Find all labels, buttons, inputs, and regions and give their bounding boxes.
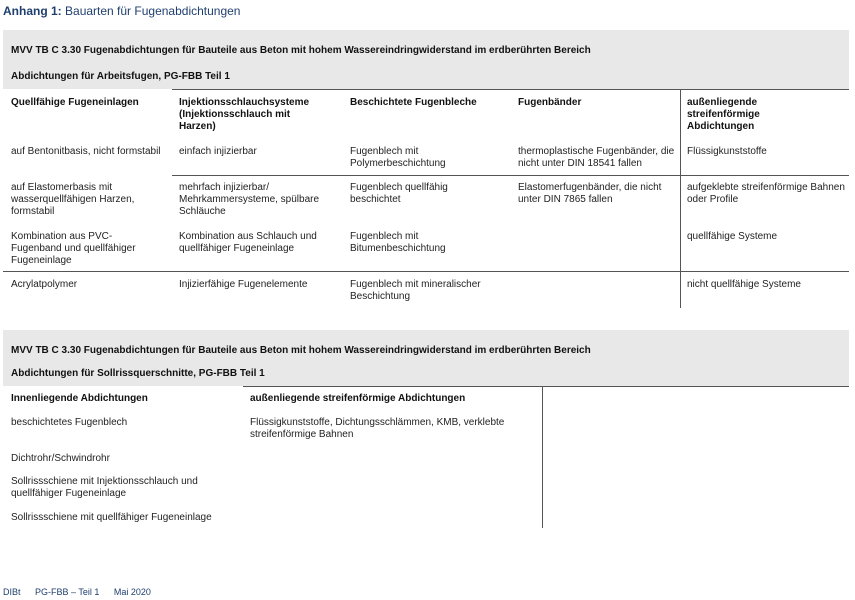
title-prefix: Anhang 1:: [3, 4, 62, 18]
table2-col-header: außenliegende streifenförmige Abdichtungen: [250, 393, 466, 404]
table1-subheading: Abdichtungen für Arbeitsfugen, PG-FBB Teil 1: [11, 71, 230, 82]
table2-cell: Sollrissschiene mit Injektionsschlauch und quellfähiger Fugeneinlage: [11, 476, 198, 499]
table1-cell: Fugenblech mit Polymerbeschichtung: [350, 146, 446, 169]
table1-row-rule: [172, 175, 849, 176]
table1-row-rule: [3, 271, 849, 272]
table1-col-header: Quellfähige Fugeneinlagen: [11, 97, 139, 108]
table1-col-header: Beschichtete Fugenbleche: [350, 97, 477, 108]
table1-cell: Elastomerfugenbänder, die nicht unter DIN 7865 fallen: [518, 182, 662, 205]
table1-cell: Flüssigkunststoffe: [687, 146, 767, 157]
table2-col-header: Innenliegende Abdichtungen: [11, 393, 148, 404]
page-footer: [3, 587, 163, 597]
table2-cell: beschichtetes Fugenblech: [11, 417, 128, 428]
table1-cell: mehrfach injizierbar/ Mehrkammersysteme, spülbare Schläuche: [179, 182, 320, 217]
footer-doc: PG-FBB – Teil 1: [35, 587, 100, 597]
page-title: [3, 4, 240, 18]
table1-cell: einfach injizierbar: [179, 146, 257, 157]
table1-cell: nicht quellfähige Systeme: [687, 279, 801, 290]
table1-header-rule: [172, 89, 849, 90]
table1-col-header: Injektionsschlauchsysteme (Injektionsschlauch mit Harzen): [179, 97, 310, 132]
table1-cell: Kombination aus Schlauch und quellfähiger Fugeneinlage: [179, 231, 317, 254]
table1-cell: auf Bentonitbasis, nicht formstabil: [11, 146, 161, 157]
table1-cell: Kombination aus PVC-Fugenband und quellfähiger Fugeneinlage: [11, 231, 136, 266]
table1-col-divider: [680, 89, 681, 308]
table1-cell: Fugenblech mit mineralischer Beschichtung: [350, 279, 481, 302]
table2-heading: MVV TB C 3.30 Fugenabdichtungen für Bauteile aus Beton mit hohem Wassereindringwiderstand im erdberührten Bereich: [11, 345, 591, 356]
table1-header-band: [3, 30, 849, 89]
title-text: Bauarten für Fugenabdichtungen: [65, 4, 241, 18]
table2-col-divider: [542, 386, 543, 528]
table1-cell: thermoplastische Fugenbänder, die nicht unter DIN 18541 fallen: [518, 146, 675, 169]
table1-col-header: außenliegende streifenförmige Abdichtungen: [687, 97, 760, 132]
table1-cell: aufgeklebte streifenförmige Bahnen oder Profile: [687, 182, 845, 205]
table1-col-header: Fugenbänder: [518, 97, 582, 108]
table2-cell: Flüssigkunststoffe, Dichtungsschlämmen, KMB, verklebte streifenförmige Bahnen: [250, 417, 505, 440]
table1-cell: Fugenblech mit Bitumenbeschichtung: [350, 231, 446, 254]
table1-cell: Fugenblech quellfähig beschichtet: [350, 182, 448, 205]
table1-cell: Acrylatpolymer: [11, 279, 78, 290]
footer-date: Mai 2020: [113, 587, 151, 597]
table1-cell: quellfähige Systeme: [687, 231, 778, 242]
table1-cell: Injizierfähige Fugenelemente: [179, 279, 308, 290]
table2-subheading: Abdichtungen für Sollrissquerschnitte, PG-FBB Teil 1: [11, 368, 265, 379]
table2-header-band: [3, 330, 849, 386]
table1-cell: auf Elastomerbasis mit wasserquellfähigen Harzen, formstabil: [11, 182, 135, 217]
table2-cell: Dichtrohr/Schwindrohr: [11, 453, 110, 464]
table1-heading: MVV TB C 3.30 Fugenabdichtungen für Bauteile aus Beton mit hohem Wassereindringwiderstand im erdberührten Bereich: [11, 45, 591, 56]
footer-org: DIBt: [3, 587, 21, 597]
table2-header-rule: [243, 386, 849, 387]
table2-cell: Sollrissschiene mit quellfähiger Fugeneinlage: [11, 512, 212, 523]
